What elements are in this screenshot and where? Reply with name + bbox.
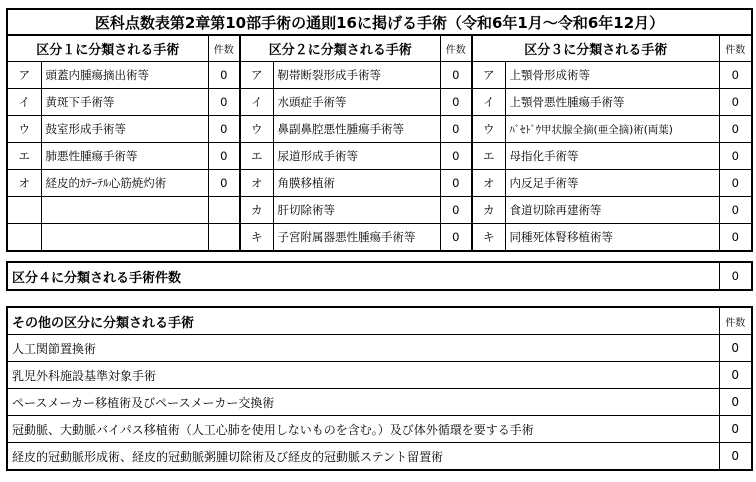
g3-surgery-name: 内反足手術等 xyxy=(505,170,719,197)
g3-surgery-name: 同種死体腎移植術等 xyxy=(505,224,719,252)
g2-symbol: イ xyxy=(240,89,273,116)
table-row xyxy=(7,335,752,362)
g2-symbol: カ xyxy=(240,197,273,224)
g1-count: 0 xyxy=(208,89,240,116)
g3-symbol: エ xyxy=(472,143,505,170)
other-count: 0 xyxy=(719,443,752,471)
other-surgery-name: 乳児外科施設基準対象手術 xyxy=(7,362,719,389)
group-3-count-header: 件数 xyxy=(719,35,752,62)
g1-symbol xyxy=(7,197,41,224)
g2-surgery-name: 靭帯断裂形成手術等 xyxy=(273,62,440,89)
g1-count: 0 xyxy=(208,170,240,197)
g1-count: 0 xyxy=(208,116,240,143)
g2-surgery-name: 肝切除術等 xyxy=(273,197,440,224)
g2-symbol: ウ xyxy=(240,116,273,143)
other-category-table xyxy=(6,306,753,471)
g2-symbol: ア xyxy=(240,62,273,89)
g1-symbol: ウ xyxy=(7,116,41,143)
g3-symbol: ウ xyxy=(472,116,505,143)
g2-symbol: キ xyxy=(240,224,273,252)
other-surgery-name: 人工関節置換術 xyxy=(7,335,719,362)
g1-surgery-name: 鼓室形成手術等 xyxy=(41,116,208,143)
table-row xyxy=(7,143,752,170)
kubun4-label: 区分４に分類される手術件数 xyxy=(7,262,719,290)
other-surgery-name: 経皮的冠動脈形成術、経皮的冠動脈粥腫切除術及び経皮的冠動脈ステント留置術 xyxy=(7,443,719,471)
g1-surgery-name: 頭蓋内腫瘍摘出術等 xyxy=(41,62,208,89)
g2-surgery-name: 尿道形成手術等 xyxy=(273,143,440,170)
group-1-header: 区分１に分類される手術 xyxy=(7,35,208,62)
g1-surgery-name: 経皮的ｶﾃｰﾃﾙ心筋焼灼術 xyxy=(41,170,208,197)
kubun4-table xyxy=(6,261,753,291)
g1-count xyxy=(208,197,240,224)
g2-count: 0 xyxy=(440,116,472,143)
g3-symbol: キ xyxy=(472,224,505,252)
other-count: 0 xyxy=(719,416,752,443)
group-3-header: 区分３に分類される手術 xyxy=(472,35,719,62)
group-2-header: 区分２に分類される手術 xyxy=(240,35,440,62)
other-count: 0 xyxy=(719,362,752,389)
g3-count: 0 xyxy=(719,62,752,89)
g1-symbol: イ xyxy=(7,89,41,116)
g3-surgery-name: 母指化手術等 xyxy=(505,143,719,170)
table-row xyxy=(7,389,752,416)
g3-symbol: オ xyxy=(472,170,505,197)
g1-surgery-name: 黄斑下手術等 xyxy=(41,89,208,116)
table-row xyxy=(7,224,752,252)
g3-symbol: カ xyxy=(472,197,505,224)
g1-surgery-name xyxy=(41,224,208,252)
table-row xyxy=(7,443,752,471)
other-surgery-name: ペースメーカー移植術及びペースメーカー交換術 xyxy=(7,389,719,416)
group-2-count-header: 件数 xyxy=(440,35,472,62)
g2-count: 0 xyxy=(440,170,472,197)
g3-count: 0 xyxy=(719,89,752,116)
g1-surgery-name: 肺悪性腫瘍手術等 xyxy=(41,143,208,170)
g2-count: 0 xyxy=(440,224,472,252)
g3-count: 0 xyxy=(719,170,752,197)
g2-surgery-name: 鼻副鼻腔悪性腫瘍手術等 xyxy=(273,116,440,143)
g3-count: 0 xyxy=(719,143,752,170)
g2-symbol: エ xyxy=(240,143,273,170)
other-count: 0 xyxy=(719,335,752,362)
other-surgery-name: 冠動脈、大動脈バイパス移植術（人工心肺を使用しないものを含む。）及び体外循環を要する手術 xyxy=(7,416,719,443)
g2-count: 0 xyxy=(440,143,472,170)
g2-count: 0 xyxy=(440,62,472,89)
g3-surgery-name: ﾊﾞｾﾄﾞｳ甲状腺全摘(亜全摘)術(両葉) xyxy=(505,116,719,143)
table-row xyxy=(7,170,752,197)
g3-surgery-name: 上顎骨形成術等 xyxy=(505,62,719,89)
g1-count xyxy=(208,224,240,252)
other-header: その他の区分に分類される手術 xyxy=(7,307,719,335)
g3-count: 0 xyxy=(719,116,752,143)
g2-surgery-name: 角膜移植術 xyxy=(273,170,440,197)
g2-count: 0 xyxy=(440,197,472,224)
other-count: 0 xyxy=(719,389,752,416)
page-title: 医科点数表第2章第10部手術の通則16に掲げる手術（令和6年1月～令和6年12月） xyxy=(7,9,752,35)
table-row xyxy=(7,62,752,89)
group-1-count-header: 件数 xyxy=(208,35,240,62)
table-row xyxy=(7,116,752,143)
g3-surgery-name: 食道切除再建術等 xyxy=(505,197,719,224)
g3-symbol: ア xyxy=(472,62,505,89)
g1-count: 0 xyxy=(208,62,240,89)
g1-symbol: エ xyxy=(7,143,41,170)
g2-count: 0 xyxy=(440,89,472,116)
g3-count: 0 xyxy=(719,224,752,252)
table-row xyxy=(7,362,752,389)
surgery-category-table xyxy=(6,8,753,252)
table-row xyxy=(7,197,752,224)
g1-symbol: オ xyxy=(7,170,41,197)
g2-surgery-name: 水頭症手術等 xyxy=(273,89,440,116)
g2-surgery-name: 子宮附属器悪性腫瘍手術等 xyxy=(273,224,440,252)
other-count-header: 件数 xyxy=(719,307,752,335)
table-row xyxy=(7,89,752,116)
g2-symbol: オ xyxy=(240,170,273,197)
g3-count: 0 xyxy=(719,197,752,224)
table-row xyxy=(7,416,752,443)
kubun4-count: 0 xyxy=(719,262,752,290)
g3-surgery-name: 上顎骨悪性腫瘍手術等 xyxy=(505,89,719,116)
g1-count: 0 xyxy=(208,143,240,170)
g1-symbol xyxy=(7,224,41,252)
g3-symbol: イ xyxy=(472,89,505,116)
g1-symbol: ア xyxy=(7,62,41,89)
g1-surgery-name xyxy=(41,197,208,224)
